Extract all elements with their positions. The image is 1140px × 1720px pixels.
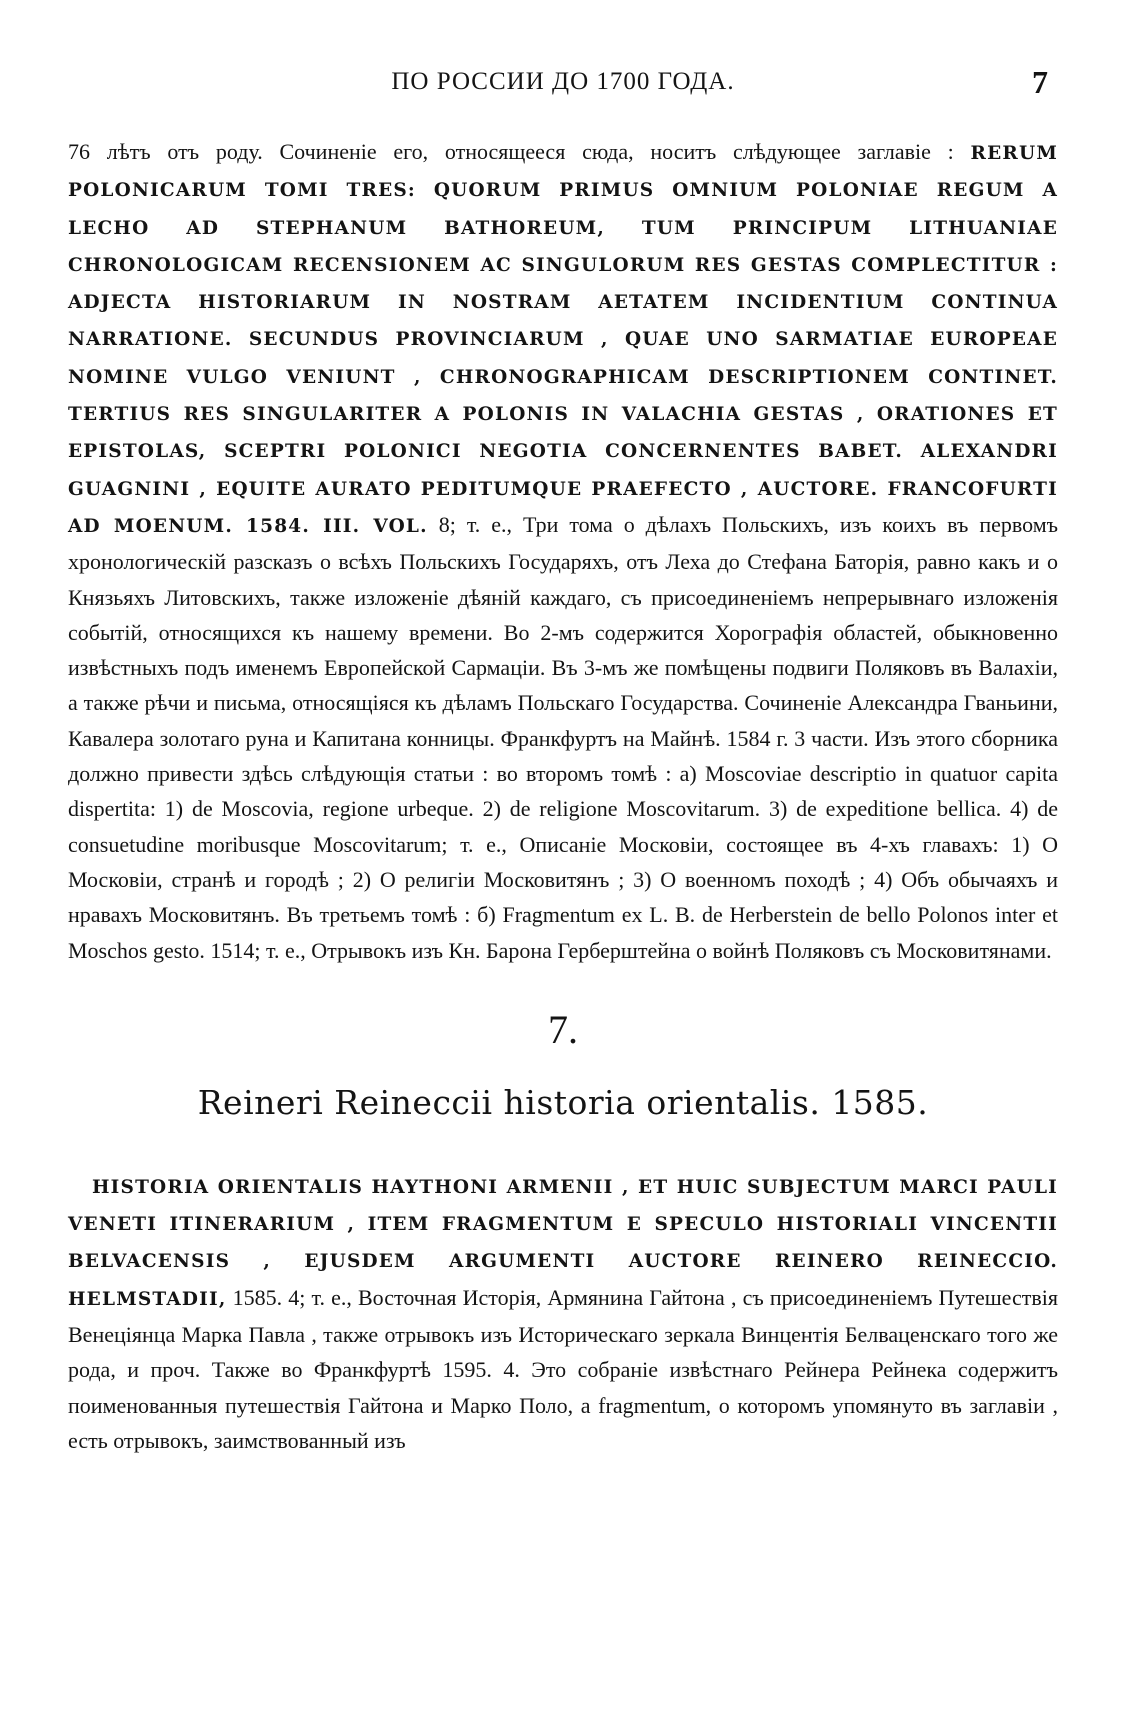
book-page xyxy=(68,60,1058,1458)
entry-7-latin-title: HISTORIA ORIENTALIS HAYTHONI ARMENII , ET HUIC SUBJECTUM MARCI PAULI VENETI ITINERARIUM , ITEM FRAGMENTUM E SPECULO HISTORIALI VINCENTII BELVACENSIS , EJUSDEM ARGUMENTI AUCTORE REINERO REINECCIO. HELMSTADII, xyxy=(68,1176,1058,1310)
entry-6-lead: 76 лѣтъ отъ роду. Сочиненіе его, относящееся сюда, носитъ слѣдующее заглавіе : xyxy=(68,139,971,164)
entry-7-paragraph xyxy=(68,1168,1058,1458)
page-number: 7 xyxy=(1032,64,1048,100)
page-header xyxy=(68,60,1058,116)
entry-7-body: 1585. 4; т. е., Восточная Исторія, Армянина Гайтона , съ присоединеніемъ Путешествія Венеціянца Марка Павла , также отрывокъ изъ Историческаго зеркала Винцентія Белваценскаго того же рода, и проч. Также во Франкфуртѣ 1595. 4. Это собраніе извѣстнаго Рейнера Рейнека содержитъ поименованныя путешествія Гайтона и Марко Поло, а fragmentum, о которомъ упомянуто въ заглавіи , есть отрывокъ, заимствованный изъ xyxy=(68,1284,1058,1453)
running-head: ПО РОССИИ ДО 1700 ГОДА. xyxy=(391,68,735,95)
entry-6-latin-title: RERUM POLONICARUM TOMI TRES: QUORUM PRIMUS OMNIUM POLONIAE REGUM A LECHO AD STEPHANUM BATHOREUM, TUM PRINCIPUM LITHUANIAE CHRONOLOGICAM RECENSIONEM AC SINGULORUM RES GESTAS COMPLECTITUR : ADJECTA HISTORIARUM IN NOSTRAM AETATEM INCIDENTIUM CONTINUA NARRATIONE. SECUNDUS PROVINCIARUM , QUAE UNO SARMATIAE EUROPEAE NOMINE VULGO VENIUNT , CHRONOGRAPHICAM DESCRIPTIONEM CONTINET. TERTIUS RES SINGULARITER A POLONIS IN VALACHIA GESTAS , ORATIONES ET EPISTOLAS, SCEPTRI POLONICI NEGOTIA CONCERNENTES BABET. ALEXANDRI GUAGNINI , EQUITE AURATO PEDITUMQUE PRAEFECTO , AUCTORE. FRANCOFURTI AD MOENUM. 1584. III. VOL. xyxy=(68,143,1058,537)
section-number: 7. xyxy=(548,1006,578,1052)
entry-6-continuation xyxy=(68,134,1058,968)
entry-6-body: 8; т. е., Три тома о дѣлахъ Польскихъ, изъ коихъ въ первомъ хронологическій разсказъ о всѣхъ Польскихъ Государяхъ, отъ Леха до Стефана Баторія, равно какъ и о Князьяхъ Литовскихъ, также изложеніе дѣяній каждаго, съ присоединеніемъ непрерывнаго изложенія событій, относящихся къ нашему времени. Во 2-мъ содержится Хорографія областей, обыкновенно извѣстныхъ подъ именемъ Европейской Сармаціи. Въ 3-мъ же помѣщены подвиги Поляковъ въ Валахіи, а также рѣчи и письма, относящіяся къ дѣламъ Польскаго Государства. Сочиненіе Александра Гваньини, Кавалера золотаго руна и Капитана конницы. Франкфуртъ на Майнѣ. 1584 г. 3 части. Изъ этого сборника должно привести здѣсь слѣдующія статьи : во второмъ томѣ : а) Moscoviae descriptio in quatuor capita dispertita: 1) de Moscovia, regione urbeque. 2) de religione Moscovitarum. 3) de expeditione bellica. 4) de consuetudine moribusque Moscovitarum; т. е., Описаніе Московіи, состоящее въ 4-хъ главахъ: 1) О Московіи, странѣ и городѣ ; 2) О религіи Московитянъ ; 3) О военномъ походѣ ; 4) Объ обычаяхъ и нравахъ Московитянъ. Въ третьемъ томѣ : б) Fragmentum ex L. B. de Herberstein de bello Polonos inter et Moschos gesto. 1514; т. е., Отрывокъ изъ Кн. Барона Герберштейна о войнѣ Поляковъ съ Московитянами. xyxy=(68,511,1058,963)
section-title: Reineri Reineccii historia orientalis. 1585. xyxy=(197,1082,929,1122)
